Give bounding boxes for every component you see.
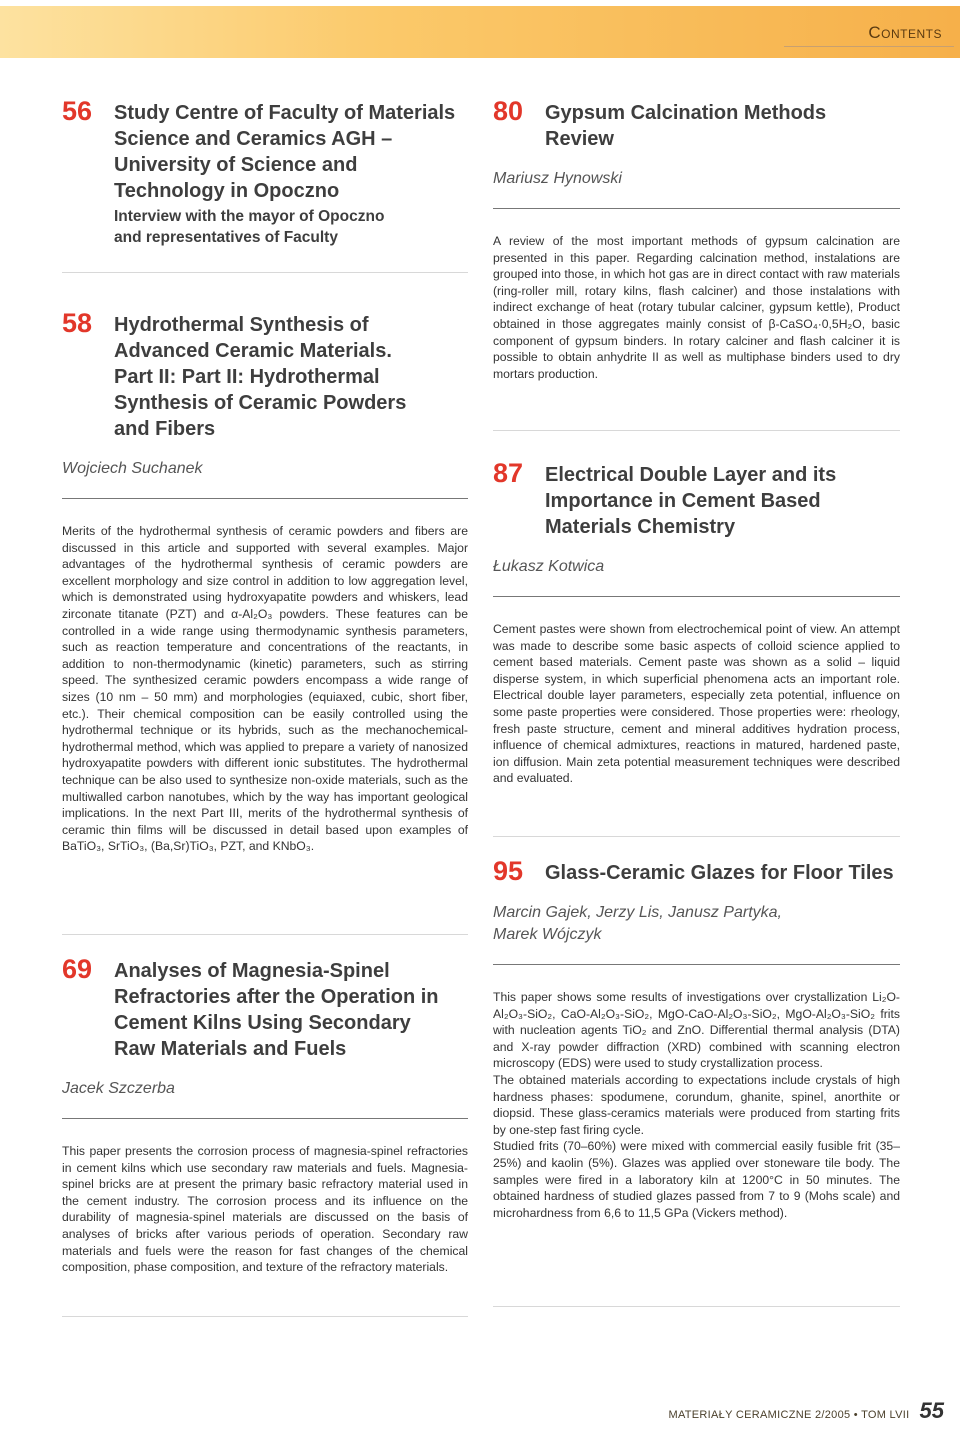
- article-separator: [62, 272, 468, 273]
- article-heading: [493, 96, 900, 152]
- article-separator: [493, 836, 900, 837]
- author-rule: [493, 208, 900, 209]
- article-heading: [62, 96, 468, 248]
- article-heading: [493, 856, 900, 886]
- article-page-number: 80: [493, 96, 524, 126]
- article-separator: [493, 430, 900, 431]
- page-number: 55: [919, 1398, 944, 1423]
- article-title[interactable]: Analyses of Magnesia-Spinel Refractories after the Operation in Cement Kilns Using Secondary Raw Materials and Fuels: [114, 960, 439, 1060]
- article-author: Mariusz Hynowski: [493, 170, 622, 187]
- article-author: Jacek Szczerba: [62, 1080, 175, 1097]
- article-heading: [62, 954, 468, 1062]
- article-56[interactable]: [62, 96, 468, 248]
- article-subtitle: Interview with the mayor of Opoczno and representatives of Faculty: [114, 208, 385, 246]
- article-separator: [493, 1306, 900, 1307]
- author-rule: [62, 1118, 468, 1119]
- article-page-number: 58: [62, 308, 93, 338]
- article-separator: [62, 934, 468, 935]
- article-heading: [493, 458, 900, 540]
- author-rule: [493, 964, 900, 965]
- article-heading: [62, 308, 468, 442]
- article-95[interactable]: [493, 856, 900, 1221]
- article-title[interactable]: Glass-Ceramic Glazes for Floor Tiles: [545, 862, 894, 884]
- article-abstract: A review of the most important methods of gypsum calcination are presented in this paper. Regarding calcination method, instalations are grouped into those, in which hot gas are in direct contact with raw materials (ring-roller mill, rotary kilns, flash calciner) and those instalations with indirect exchange of heat (rotary tubular calciner, gypsum kettle), Product obtained in those aggregates mainly consist of β-CaSO₄·0,5H₂O, basic component of gypsum binders. In rotary calciner and flash calciner it is possible to obtain anhydrite II as well as multiphase binders used to dry mortars production.: [493, 234, 900, 381]
- article-abstract: This paper presents the corrosion process of magnesia-spinel refractories in cement kilns which use secondary raw materials and fuels. Magnesia-spinel bricks are at present the primary basic refractory material used in the cement industry. The corrosion process and its influence on the durability of magnesia-spinel materials are discussed on the basis of analyses of bricks after various periods of operation. Secondary raw materials and fuels were the reason for fast changes of the chemical composition, phase composition, and texture of the refractory materials.: [62, 1144, 468, 1275]
- author-rule: [493, 596, 900, 597]
- journal-name: MATERIAŁY CERAMICZNE 2/2005 • TOM LVII: [668, 1409, 910, 1421]
- article-69[interactable]: [62, 954, 468, 1276]
- article-80[interactable]: [493, 96, 900, 382]
- article-abstract: Merits of the hydrothermal synthesis of ceramic powders and fibers are discussed in this article and supported with several examples. Major advantages of the hydrothermal synthesis of ceramic powders are excellent morphology and size control in addition to low aggregation level, which is demonstrated using hydroxyapatite powders and whiskers, lead zirconate titanate (PZT) and α-Al₂O₃ powders. These features can be controlled in a wide range using thermodynamic synthesis parameters, such as reaction temperature and concentrations of the reactants, in addition to non-thermodynamic (kinetic) parameters, such as stirring speed. The synthesized ceramic powders encompass a wide range of sizes (10 nm – 50 mm) and morphologies (equiaxed, cubic, short fiber, etc.). Their chemical composition can be easily controlled using the hydrothermal technique or its hybrids, such as the mechanochemical-hydrothermal method, which was applied to prepare a variety of nanosized hydroxyapatite powders with different ionic substitutes. The hydrothermal technique can be also used to synthesize non-oxide materials, such as the multiwalled carbon nanotubes, which by the way has important geological implications. In the next Part III, merits of the hydrothermal synthesis of ceramic thin films will be discussed in detail based upon examples of BaTiO₃, SrTiO₃, (Ba,Sr)TiO₃, PZT, and KNbO₃.: [62, 524, 468, 854]
- article-title[interactable]: Electrical Double Layer and its Importance in Cement Based Materials Chemistry: [545, 464, 837, 538]
- article-author: Marcin Gajek, Jerzy Lis, Janusz Partyka, Marek Wójczyk: [493, 904, 782, 943]
- article-page-number: 56: [62, 96, 93, 126]
- article-page-number: 87: [493, 458, 524, 488]
- article-abstract: This paper shows some results of investigations over crystallization Li₂O-Al₂O₃-SiO₂, CaO-Al₂O₃-SiO₂, MgO-CaO-Al₂O₃-SiO₂, MgO-Al₂O₃-SiO₂ frits with nucleation agents TiO₂ and ZnO. Differential thermal analysis (DTA) and X-ray powder diffraction (XRD) combined with scanning electron microscopy (EDS) were used to study crystallization process. The obtained materials according to expectations include crystals of high hardness phases: spodumene, corundum, ghanite, spinel, anorthite or diopsid. These glass-ceramics materials were produced from starting frits by one-step fast firing cycle. Studied frits (70–60%) were mixed with commercial easily fusible frit (35–25%) and kaolin (5%). Glazes was applied over stoneware tile body. The samples were fired in a laboratory kiln at 1200°C in 50 minutes. The obtained hardness of studied glazes passed from 7 to 9 (Mohs scale) and microhardness from 6,6 to 11,5 GPa (Vickers method).: [493, 990, 900, 1220]
- article-author: Wojciech Suchanek: [62, 460, 203, 477]
- article-page-number: 95: [493, 856, 524, 886]
- article-title[interactable]: Study Centre of Faculty of Materials Science and Ceramics AGH – University of Science and Technology in Opoczno: [114, 102, 456, 202]
- article-title[interactable]: Gypsum Calcination Methods Review: [545, 102, 827, 150]
- article-abstract: Cement pastes were shown from electrochemical point of view. An attempt was made to describe some basic aspects of colloid science applied to cement based materials. Cement paste was shown as a solid – liquid disperse system, in which superficial phenomena acts an important role. Electrical double layer parameters, especially zeta potential, influence on some paste properties were considered. Those properties were: rheology, fresh paste structure, cement and mineral additives hydration process, influence of chemical admixtures, reactions in matured, hardened paste, ion diffusion. Main zeta potential measurement techniques were described and evaluated.: [493, 622, 900, 786]
- article-separator: [62, 1316, 468, 1317]
- header-rule: [784, 46, 954, 47]
- page-footer: [668, 1398, 944, 1428]
- section-header-label: Contents: [868, 23, 942, 42]
- section-header-bar: [0, 6, 960, 58]
- article-page-number: 69: [62, 954, 93, 984]
- article-87[interactable]: [493, 458, 900, 787]
- article-58[interactable]: [62, 308, 468, 855]
- author-rule: [62, 498, 468, 499]
- article-title[interactable]: Hydrothermal Synthesis of Advanced Ceramic Materials. Part II: Part II: Hydrothermal Synthesis of Ceramic Powders and Fibers: [114, 314, 407, 440]
- article-author: Łukasz Kotwica: [493, 558, 605, 575]
